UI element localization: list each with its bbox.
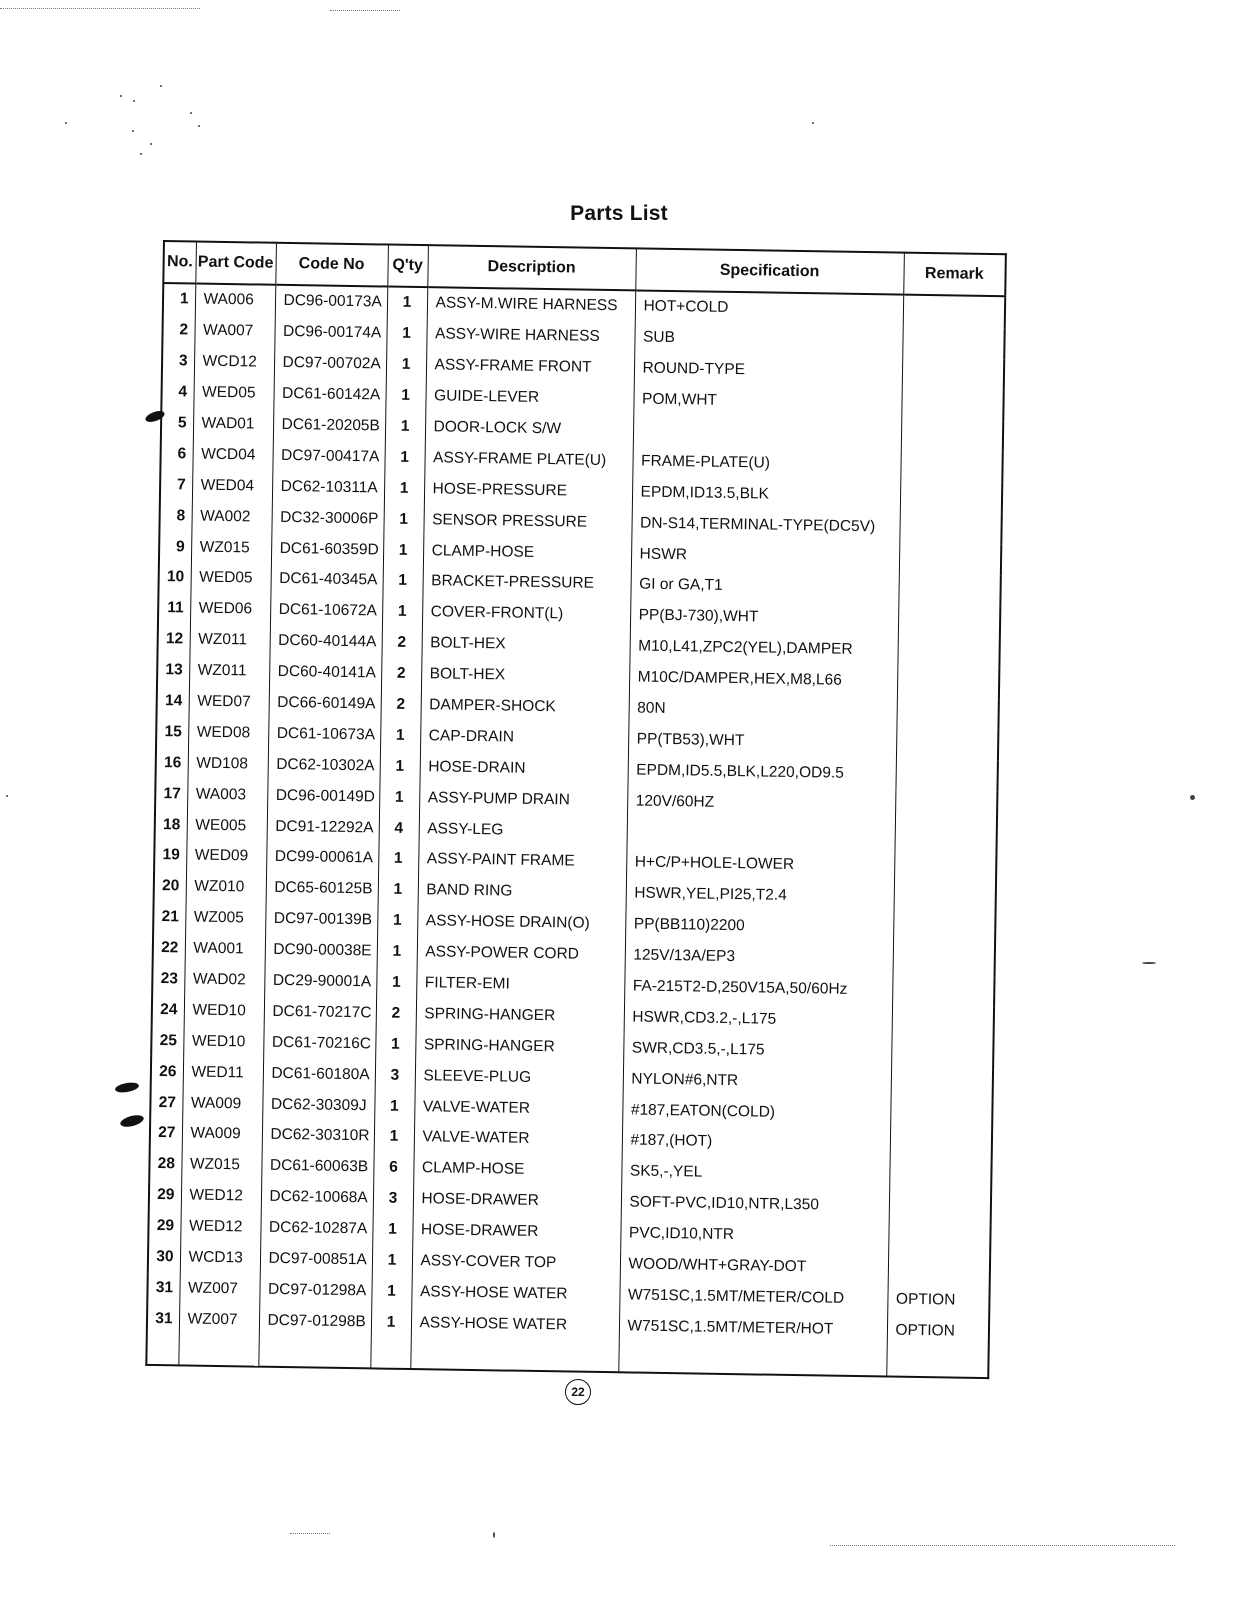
cell-no: 27 [150,1118,182,1149]
cell-no: 17 [155,778,187,809]
cell-part-code: WED09 [186,840,266,872]
cell-description: ASSY-M.WIRE HARNESS [427,287,635,322]
cell-part-code: WZ011 [189,624,269,656]
cell-specification: HSWR,CD3.2,-,L175 [624,1002,892,1037]
cell-description: HOSE-DRAWER [412,1215,620,1249]
cell-remark [893,913,995,945]
cell-remark [890,1130,992,1162]
cell-description: ASSY-PAINT FRAME [418,844,626,878]
cell-part-code: WED04 [192,470,272,502]
cell-code-no: DC96-00174A [274,317,386,350]
cell-remark [889,1160,991,1192]
cell-description: HOSE-PRESSURE [424,473,632,507]
cell-no: 7 [160,469,192,500]
column-header-description: Description [427,245,636,290]
cell-specification: PP(TB53),WHT [628,724,896,759]
scan-speck [120,95,122,97]
cell-qty: 3 [375,1060,415,1092]
cell-qty: 2 [380,689,420,721]
cell-no: 13 [157,655,189,686]
cell-part-code: WA003 [187,779,267,811]
cell-qty: 1 [372,1214,412,1246]
cell-part-code: WED08 [188,717,268,749]
cell-part-code: WA001 [185,933,265,965]
cell-qty: 1 [383,504,423,536]
cell-qty: 1 [378,843,418,875]
cell-specification: FA-215T2-D,250V15A,50/60Hz [624,971,892,1006]
cell-description: DOOR-LOCK S/W [425,412,633,446]
cell-remark [900,481,1002,513]
column-header-qty: Q'ty [387,245,428,288]
column-header-specification: Specification [635,248,904,294]
cell-qty: 1 [380,720,420,752]
cell-qty: 3 [373,1183,413,1215]
cell-specification: SUB [634,322,902,357]
cell-remark [902,357,1004,389]
blank-cell [618,1342,886,1377]
cell-code-no: DC32-30006P [271,502,383,535]
cell-specification: DN-S14,TERMINAL-TYPE(DC5V) [631,508,899,543]
cell-remark [888,1222,990,1254]
cell-description: CLAMP-HOSE [413,1153,621,1187]
scan-edge-noise [0,8,200,9]
cell-no: 8 [159,500,191,531]
cell-code-no: DC62-10068A [261,1181,373,1214]
cell-code-no: DC61-10673A [268,718,380,751]
cell-remark: OPTION [895,1321,956,1340]
cell-specification: SOFT-PVC,ID10,NTR,L350 [621,1187,889,1222]
cell-no: 31 [147,1272,179,1303]
cell-part-code: WED05 [190,562,270,594]
cell-qty: 1 [382,566,422,598]
cell-specification: H+C/P+HOLE-LOWER [626,847,894,882]
cell-specification: NYLON#6,NTR [623,1064,891,1099]
blank-cell [410,1338,618,1372]
cell-part-code: WD108 [188,748,268,780]
cell-qty: 1 [372,1245,412,1277]
cell-description: HOSE-DRAWER [413,1184,621,1218]
cell-qty: 4 [379,813,419,845]
cell-qty: 1 [376,967,416,999]
cell-no: 1 [163,283,195,315]
cell-no: 18 [155,809,187,840]
cell-part-code: WCD04 [192,439,272,471]
cell-no: 9 [159,531,191,562]
cell-remark [893,944,995,976]
cell-qty: 1 [385,411,425,443]
cell-description: SPRING-HANGER [416,999,624,1033]
cell-part-code: WA002 [191,501,271,533]
cell-remark [901,419,1003,451]
cell-specification [627,817,895,852]
cell-specification: 120V/60HZ [627,786,895,821]
cell-remark [894,821,996,853]
cell-no: 22 [153,933,185,964]
cell-qty: 1 [382,596,422,628]
cell-qty: 1 [377,936,417,968]
cell-code-no: DC61-60142A [273,378,385,411]
cell-code-no: DC61-60063B [261,1151,373,1184]
cell-no: 14 [157,686,189,717]
cell-no: 11 [158,593,190,624]
cell-description: HOSE-DRAIN [420,751,628,785]
cell-remark [901,388,1003,420]
cell-no: 19 [154,840,186,871]
scan-speck [65,122,67,124]
scan-speck [132,130,134,132]
cell-part-code: WED10 [184,995,264,1027]
cell-code-no: DC90-00038E [265,934,377,967]
cell-remark [896,697,998,729]
cell-qty: 1 [371,1276,411,1308]
cell-qty: 1 [383,535,423,567]
cell-description: VALVE-WATER [414,1091,622,1125]
cell-remark [890,1099,992,1131]
cell-remark [899,543,1001,575]
cell-specification: FRAME-PLATE(U) [632,446,900,481]
cell-qty: 1 [386,349,426,381]
cell-description: COVER-FRONT(L) [422,597,630,631]
scan-edge-noise [830,1545,1175,1546]
cell-code-no: DC97-00851A [260,1243,372,1276]
cell-code-no: DC62-10302A [268,749,380,782]
scan-speck [190,112,192,114]
cell-code-no: DC99-00061A [266,842,378,875]
cell-specification: PVC,ID10,NTR [620,1218,888,1253]
cell-description: ASSY-POWER CORD [417,937,625,971]
blank-cell [886,1346,988,1379]
cell-qty: 1 [379,782,419,814]
cell-code-no: DC96-00173A [275,285,387,319]
cell-qty: 1 [375,1029,415,1061]
cell-specification: HOT+COLD [635,290,903,326]
cell-remark [894,852,996,884]
cell-description: CLAMP-HOSE [423,535,631,569]
scan-edge-noise [290,1533,330,1534]
cell-specification: M10,L41,ZPC2(YEL),DAMPER [629,631,897,666]
cell-specification: M10C/DAMPER,HEX,M8,L66 [629,662,897,697]
cell-description: BOLT-HEX [421,659,629,693]
cell-part-code: WED12 [181,1180,261,1212]
cell-part-code: WAD02 [184,964,264,996]
cell-specification: SK5,-,YEL [621,1156,889,1191]
cell-description: CAP-DRAIN [420,721,628,755]
cell-remark [899,512,1001,544]
cell-part-code: WED07 [189,686,269,718]
cell-description: ASSY-HOSE WATER [411,1307,619,1341]
cell-qty: 1 [377,905,417,937]
cell-description: SLEEVE-PLUG [415,1060,623,1094]
margin-marker [114,1081,139,1094]
cell-description: BOLT-HEX [421,628,629,662]
cell-specification: EPDM,ID13.5,BLK [632,477,900,512]
cell-code-no: DC62-30310R [262,1120,374,1153]
column-header-part-code: Part Code [195,242,276,285]
cell-part-code: WA009 [182,1118,262,1150]
cell-description: DAMPER-SHOCK [420,690,628,724]
cell-remark [892,1006,994,1038]
cell-specification: W751SC,1.5MT/METER/COLD [619,1280,887,1315]
column-header-remark: Remark [903,253,1006,297]
cell-description: SPRING-HANGER [415,1029,623,1063]
margin-marker [119,1113,145,1129]
cell-code-no: DC97-00139B [265,904,377,937]
cell-part-code: WED12 [180,1211,260,1243]
cell-qty: 2 [381,627,421,659]
cell-specification [633,415,901,450]
cell-code-no: DC62-30309J [262,1089,374,1122]
scan-speck [133,100,135,102]
cell-remark [892,975,994,1007]
cell-qty: 1 [378,874,418,906]
cell-no: 5 [161,408,193,439]
cell-code-no: DC65-60125B [266,873,378,906]
cell-specification: PP(BB110)2200 [625,909,893,944]
cell-no: 24 [152,994,184,1025]
cell-qty: 1 [374,1091,414,1123]
cell-no: 4 [161,377,193,408]
cell-no: 25 [151,1025,183,1056]
cell-code-no: DC97-00702A [274,348,386,381]
cell-specification: HSWR [631,539,899,574]
cell-part-code: WZ007 [179,1273,259,1305]
cell-no: 28 [149,1149,181,1180]
cell-part-code: WA006 [195,284,275,317]
cell-code-no: DC61-10672A [270,595,382,628]
cell-part-code: WCD12 [194,346,274,378]
cell-description: ASSY-LEG [419,813,627,847]
cell-remark [888,1253,990,1285]
column-header-no: No. [163,241,196,283]
cell-code-no: DC29-90001A [264,965,376,998]
cell-code-no: DC61-70217C [264,996,376,1029]
cell-qty: 1 [386,318,426,350]
cell-remark [895,759,997,791]
cell-remark [889,1191,991,1223]
cell-description: VALVE-WATER [414,1122,622,1156]
cell-qty: 1 [387,287,427,320]
cell-no: 26 [151,1056,183,1087]
cell-part-code: WA007 [194,315,274,347]
cell-part-code: WED06 [190,593,270,625]
cell-no: 31 [147,1303,179,1334]
scan-speck [1190,795,1195,800]
cell-qty: 1 [384,473,424,505]
cell-part-code: WE005 [187,810,267,842]
cell-qty: 6 [373,1152,413,1184]
cell-description: ASSY-HOSE WATER [411,1277,619,1311]
cell-qty: 1 [380,751,420,783]
cell-specification: PP(BJ-730),WHT [630,600,898,635]
cell-no: 29 [148,1211,180,1242]
cell-part-code: WED11 [183,1057,263,1089]
cell-specification: POM,WHT [633,384,901,419]
blank-cell [178,1335,258,1367]
cell-part-code: WA009 [182,1088,262,1120]
cell-remark [897,666,999,698]
blank-cell [370,1338,410,1370]
cell-specification: #187,(HOT) [622,1125,890,1160]
cell-description: BAND RING [418,875,626,909]
cell-remark [891,1037,993,1069]
cell-specification: 80N [628,693,896,728]
cell-part-code: WED05 [193,377,273,409]
cell-code-no: DC66-60149A [269,687,381,720]
cell-no: 27 [150,1087,182,1118]
cell-specification: #187,EATON(COLD) [622,1094,890,1129]
cell-description: ASSY-WIRE HARNESS [426,319,634,353]
cell-description: ASSY-HOSE DRAIN(O) [417,906,625,940]
cell-part-code: WZ015 [191,532,271,564]
page-title: Parts List [570,202,668,225]
parts-table-body [146,283,1005,1378]
cell-remark [891,1068,993,1100]
cell-qty: 1 [385,380,425,412]
scan-speck [812,122,814,124]
cell-part-code: WZ005 [185,902,265,934]
cell-no: 6 [160,438,192,469]
cell-code-no: DC60-40141A [269,656,381,689]
page-number: 22 [565,1379,591,1405]
cell-no: 30 [148,1242,180,1273]
cell-code-no: DC91-12292A [267,811,379,844]
scan-speck [150,143,152,145]
cell-specification: WOOD/WHT+GRAY-DOT [620,1249,888,1284]
cell-remark [894,882,996,914]
cell-remark [896,728,998,760]
cell-specification: ROUND-TYPE [634,353,902,388]
cell-no: 29 [149,1180,181,1211]
cell-remark [903,295,1005,328]
cell-remark [898,574,1000,606]
cell-qty: 1 [384,442,424,474]
cell-description: ASSY-PUMP DRAIN [419,782,627,816]
cell-specification: 125V/13A/EP3 [625,940,893,975]
cell-no: 23 [152,964,184,995]
cell-no: 10 [158,562,190,593]
cell-code-no: DC60-40144A [269,626,381,659]
cell-remark: OPTION [895,1290,956,1309]
cell-part-code: WCD13 [180,1242,260,1274]
cell-no: 12 [157,624,189,655]
scan-speck [493,1532,495,1538]
column-header-code-no: Code No [275,243,388,287]
cell-no: 16 [156,747,188,778]
cell-part-code: WAD01 [193,408,273,440]
cell-no: 15 [156,716,188,747]
cell-code-no: DC62-10287A [260,1212,372,1245]
cell-qty: 2 [381,658,421,690]
cell-code-no: DC96-00149D [267,780,379,813]
cell-description: BRACKET-PRESSURE [422,566,630,600]
scan-speck [140,153,142,155]
cell-no: 21 [153,902,185,933]
cell-code-no: DC97-01298B [259,1305,371,1338]
cell-no: 2 [162,315,194,346]
cell-code-no: DC61-40345A [270,564,382,597]
cell-remark [898,605,1000,637]
cell-part-code: WED10 [183,1026,263,1058]
cell-description: ASSY-COVER TOP [412,1246,620,1280]
cell-description: SENSOR PRESSURE [423,504,631,538]
parts-table [145,240,1007,1379]
cell-remark [902,327,1004,359]
cell-description: ASSY-FRAME PLATE(U) [424,443,632,477]
scan-speck [160,85,162,87]
cell-remark [895,790,997,822]
scan-speck [198,125,200,127]
cell-no: 20 [154,871,186,902]
blank-cell [146,1334,178,1365]
cell-code-no: DC61-60180A [263,1058,375,1091]
cell-code-no: DC97-01298A [259,1274,371,1307]
cell-part-code: WZ011 [189,655,269,687]
cell-specification: SWR,CD3.5,-,L175 [623,1033,891,1068]
cell-part-code: WZ010 [186,871,266,903]
cell-code-no: DC61-60359D [271,533,383,566]
cell-description: ASSY-FRAME FRONT [426,350,634,384]
cell-part-code: WZ015 [181,1149,261,1181]
cell-specification: EPDM,ID5.5,BLK,L220,OD9.5 [627,755,895,790]
cell-remark [900,450,1002,482]
cell-code-no: DC61-20205B [273,409,385,442]
scan-edge-noise [330,10,400,11]
blank-cell [258,1336,370,1369]
cell-specification: W751SC,1.5MT/METER/HOT [619,1311,887,1346]
cell-qty: 1 [374,1121,414,1153]
cell-code-no: DC61-70216C [263,1027,375,1060]
scan-speck [6,795,8,797]
scan-speck [1142,962,1156,964]
cell-specification: GI or GA,T1 [630,569,898,604]
cell-description: GUIDE-LEVER [425,381,633,415]
cell-qty: 2 [376,998,416,1030]
cell-remark [897,635,999,667]
cell-specification: HSWR,YEL,PI25,T2.4 [626,878,894,913]
cell-code-no: DC62-10311A [272,471,384,504]
cell-description: FILTER-EMI [416,968,624,1002]
cell-qty: 1 [371,1307,411,1339]
cell-part-code: WZ007 [179,1304,259,1336]
cell-code-no: DC97-00417A [272,440,384,473]
cell-no: 3 [162,346,194,377]
